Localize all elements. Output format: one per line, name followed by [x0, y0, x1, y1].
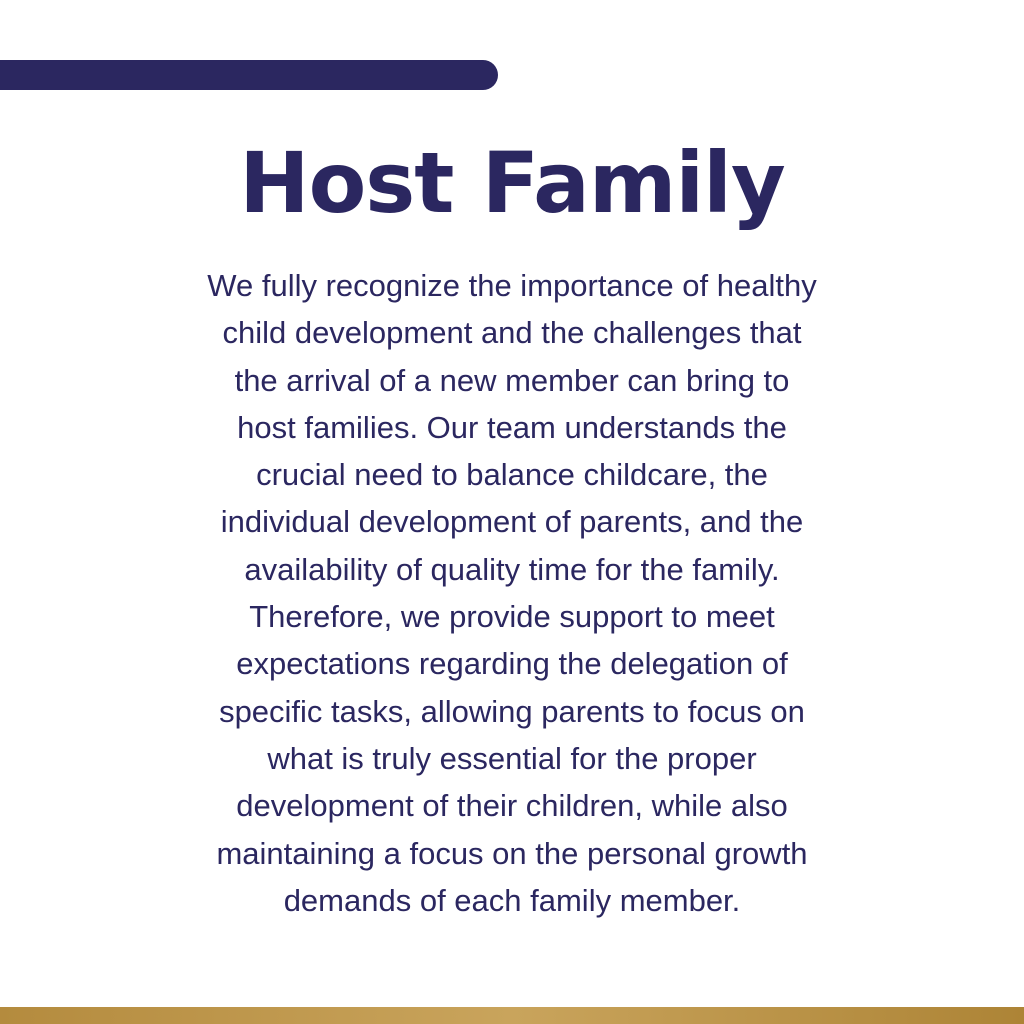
- top-accent-bar: [0, 60, 498, 90]
- body-line: maintaining a focus on the personal growth: [216, 835, 808, 871]
- body-line: what is truly essential for the proper: [267, 740, 757, 776]
- body-line: Therefore, we provide support to meet: [249, 599, 775, 635]
- body-line: development of their children, while also: [236, 788, 788, 824]
- body-line: crucial need to balance childcare, the: [256, 457, 768, 493]
- body-line: specific tasks, allowing parents to focus on: [219, 693, 805, 729]
- body-line: individual development of parents, and the: [220, 504, 804, 540]
- body-paragraph: [120, 262, 904, 924]
- body-line: demands of each family member.: [283, 882, 741, 918]
- body-line: availability of quality time for the family.: [244, 551, 780, 587]
- body-line: We fully recognize the importance of healthy: [207, 268, 817, 303]
- body-line: expectations regarding the delegation of: [236, 646, 788, 682]
- body-line: host families. Our team understands the: [237, 409, 787, 445]
- page-title: Host Family: [239, 134, 785, 232]
- bottom-gold-bar: [0, 1007, 1024, 1024]
- body-line: the arrival of a new member can bring to: [234, 362, 790, 398]
- body-line: child development and the challenges that: [222, 315, 802, 351]
